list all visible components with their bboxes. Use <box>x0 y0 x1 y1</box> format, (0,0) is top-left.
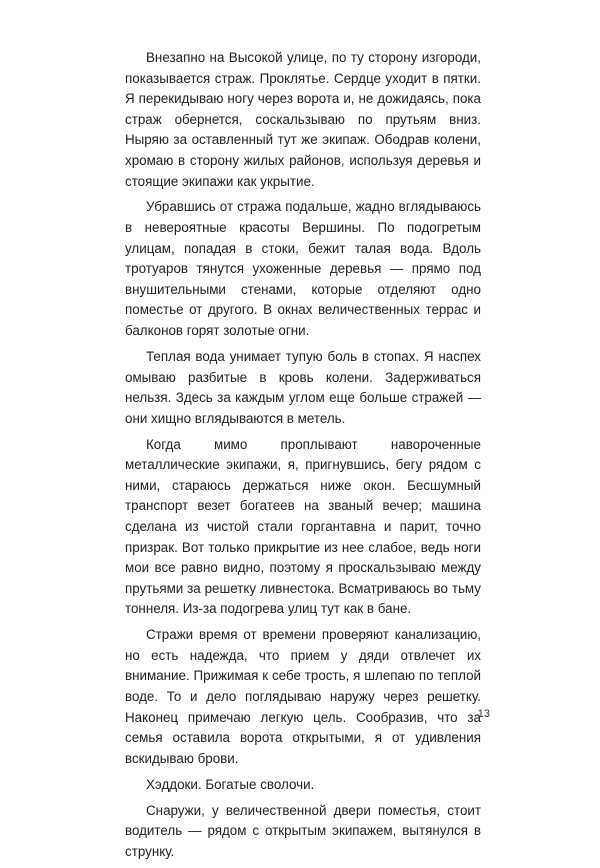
paragraph-7: Снаружи, у величественной двери поместья, стоит водитель — рядом с открытым экипажем, вытянулся в струнку. <box>125 802 481 859</box>
paragraph-3: Теплая вода унимает тупую боль в стопах. Я наспех омываю разбитые в кровь колени. Задерживаться нельзя. Здесь за каждым углом еще больше стражей — они хищно вглядываются в метель. <box>125 348 481 426</box>
body-text <box>125 48 481 868</box>
paragraph-4: Когда мимо проплывают навороченные металлические экипажи, я, пригнувшись, бегу рядом с ними, стараюсь держаться ниже окон. Бесшумный транспорт везет богатеев на званый вечер; машина сделана из чистой стали горгантавна и парит, точно призрак. Вот только прикрытие из нее слабое, ведь ноги мои все равно видно, поэтому я проскальзываю между прутьями за решетку ливнестока. Всматриваюсь во тьму тоннеля. Из-за подогрева улиц тут как в бане. <box>125 436 481 617</box>
paragraph-5: Стражи время от времени проверяют канализацию, но есть надежда, что прием у дяди отвлечет их внимание. Прижимая к себе трость, я шлепаю по теплой воде. То и дело поглядываю наружу через решетку. Наконец примечаю легкую цель. Сообразив, что за семья оставила ворота открытыми, я от удивления вскидываю брови. <box>125 627 481 766</box>
paragraph-2: Убравшись от стража подальше, жадно вглядываюсь в невероятные красоты Вершины. По подогретым улицам, попадая в стоки, бежит талая вода. Вдоль тротуаров тянутся ухоженные деревья — прямо под внушительными стенами, которые отделяют одно поместье от другого. В окнах величественных террас и балконов горят золотые огни. <box>125 199 481 339</box>
paragraph-6: Хэддоки. Богатые сволочи. <box>146 776 315 792</box>
paragraph-1: Внезапно на Высокой улице, по ту сторону изгороди, показывается страж. Проклятье. Сердце уходит в пятки. Я перекидываю ногу через ворота и, не дожидаясь, пока страж обернется, соскальзываю по прутьям вниз. Ныряю за оставленный тут же экипаж. Ободрав колени, хромаю в сторону жилых районов, используя деревья и стоящие экипажи как укрытие. <box>125 50 481 189</box>
page-number: 13 <box>477 708 490 720</box>
